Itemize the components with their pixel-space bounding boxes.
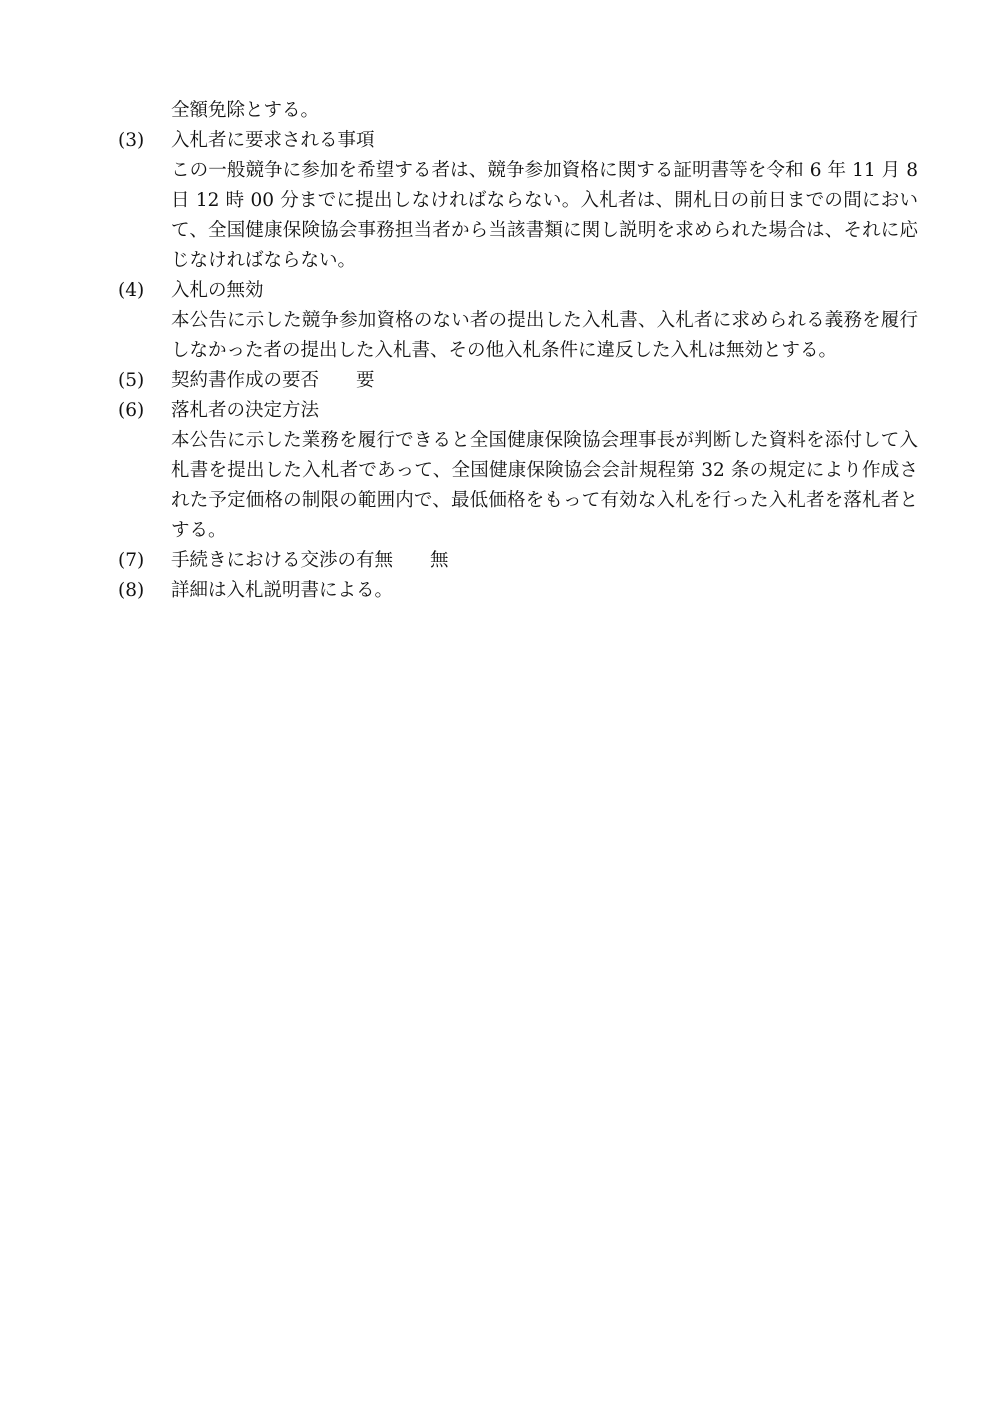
item-number: (8) xyxy=(118,580,145,601)
item-5 xyxy=(118,366,918,396)
item-value: 無 xyxy=(430,550,449,571)
item-3 xyxy=(118,126,918,276)
item-heading xyxy=(171,396,918,426)
item-number: (6) xyxy=(118,400,145,421)
item-content xyxy=(171,366,918,396)
item-8 xyxy=(118,576,918,606)
item-heading-text: 契約書作成の要否 xyxy=(171,370,320,391)
item-number: (7) xyxy=(118,550,145,571)
item-body: 本公告に示した競争参加資格のない者の提出した入札書、入札者に求められる義務を履行しなかった者の提出した入札書、その他入札条件に違反した入札は無効とする。 xyxy=(171,310,918,361)
item-4 xyxy=(118,276,918,366)
item-heading-text: 詳細は入札説明書による。 xyxy=(171,580,394,601)
item-content xyxy=(171,546,918,576)
item-heading-text: 手続きにおける交渉の有無 xyxy=(171,550,394,571)
item-heading-text: 落札者の決定方法 xyxy=(171,400,320,421)
item-number: (4) xyxy=(118,280,145,301)
item-heading-text: 入札者に要求される事項 xyxy=(171,130,375,151)
item-content xyxy=(171,396,918,546)
item-heading xyxy=(171,276,918,306)
item-body: 本公告に示した業務を履行できると全国健康保険協会理事長が判断した資料を添付して入札書を提出した入札者であって、全国健康保険協会会計規程第 32 条の規定により作成された予定価格の制限の範囲内で、最低価格をもって有効な入札を行った入札者を落札者とする。 xyxy=(171,430,918,541)
item-6 xyxy=(118,396,918,546)
item-value: 要 xyxy=(356,370,375,391)
item-heading xyxy=(171,576,918,606)
item-body: この一般競争に参加を希望する者は、競争参加資格に関する証明書等を令和 6 年 11 月 8 日 12 時 00 分までに提出しなければならない。入札者は、開札日の前日までの間において、全国健康保険協会事務担当者から当該書類に関し説明を求められた場合は、それに応じなければならない。 xyxy=(171,160,918,271)
item-heading xyxy=(171,126,918,156)
item-content xyxy=(171,576,918,606)
item-list xyxy=(118,126,918,606)
item-content xyxy=(171,126,918,276)
item-number: (3) xyxy=(118,130,145,151)
item-heading-text: 入札の無効 xyxy=(171,280,264,301)
item-heading xyxy=(171,366,918,396)
item-number: (5) xyxy=(118,370,145,391)
continuation-text: 全額免除とする。 xyxy=(171,100,320,121)
item-content xyxy=(171,276,918,366)
item-heading xyxy=(171,546,918,576)
item-7 xyxy=(118,546,918,576)
